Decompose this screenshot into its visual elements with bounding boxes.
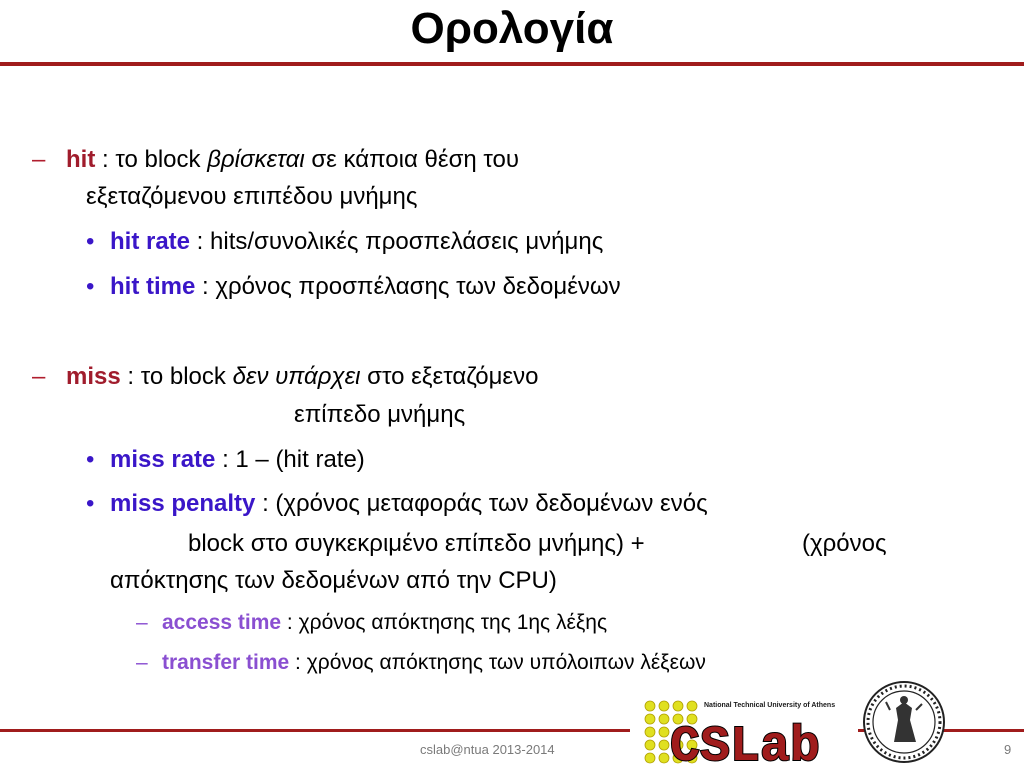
transfer-time-term: transfer time [162, 651, 290, 674]
miss-penalty-line3: απόκτησης των δεδομένων από την CPU) [110, 567, 557, 594]
logo-text: CSLab [670, 719, 821, 764]
miss-term: miss [66, 363, 121, 390]
miss-penalty-text: : (χρόνος μεταφοράς των δεδομένων ενός [255, 490, 708, 517]
footer-rule [0, 729, 630, 732]
page-number: 9 [1004, 742, 1012, 757]
access-time-line [162, 608, 607, 638]
transfer-time-line [162, 648, 706, 678]
hit-time-term: hit time [110, 273, 196, 300]
miss-penalty-line2b: (χρόνος [802, 530, 887, 557]
dash-marker: – [136, 611, 148, 634]
miss-penalty-line2a: block στο συγκεκριμένο επίπεδο μνήμης) + [188, 530, 645, 557]
miss-penalty-term: miss penalty [110, 490, 256, 517]
hit-rate-text: : hits/συνολικές προσπελάσεις μνήμης [190, 228, 604, 255]
hit-text1: : το block [95, 146, 208, 173]
miss-penalty-line [110, 489, 708, 519]
hit-rate-line [110, 227, 603, 257]
hit-time-text: : χρόνος προσπέλασης των δεδομένων [195, 273, 621, 300]
bullet-marker: • [86, 490, 95, 517]
hit-term: hit [66, 146, 96, 173]
dash-marker: – [32, 363, 46, 390]
access-time-term: access time [162, 611, 282, 634]
logo-caption: National Technical University of Athens [704, 702, 836, 709]
hit-rate-term: hit rate [110, 228, 191, 255]
hit-time-line [110, 272, 621, 302]
dash-marker: – [32, 146, 46, 173]
bullet-marker: • [86, 446, 95, 473]
footer-text: cslab@ntua 2013-2014 [420, 742, 555, 757]
ntua-seal-icon [862, 680, 946, 764]
miss-text2: στο εξεταζόμενο [360, 363, 539, 390]
miss-rate-line [110, 445, 365, 475]
miss-text1: : το block [120, 363, 233, 390]
dash-marker: – [136, 651, 148, 674]
hit-line2: εξεταζόμενου επιπέδου μνήμης [86, 183, 418, 210]
miss-rate-term: miss rate [110, 446, 216, 473]
miss-line [66, 362, 538, 392]
hit-line [66, 145, 519, 175]
miss-line2: επίπεδο μνήμης [294, 401, 466, 428]
title-rule [0, 62, 1024, 66]
miss-italic: δεν υπάρχει [232, 363, 361, 390]
bullet-marker: • [86, 273, 95, 300]
cslab-logo [640, 696, 852, 764]
hit-italic: βρίσκεται [207, 146, 305, 173]
miss-rate-text: : 1 – (hit rate) [215, 446, 365, 473]
page-title: Ορολογία [410, 4, 614, 53]
bullet-marker: • [86, 228, 95, 255]
access-time-text: : χρόνος απόκτησης της 1ης λέξης [281, 611, 608, 634]
transfer-time-text: : χρόνος απόκτησης των υπόλοιπων λέξεων [289, 651, 706, 674]
hit-text2: σε κάποια θέση του [304, 146, 520, 173]
